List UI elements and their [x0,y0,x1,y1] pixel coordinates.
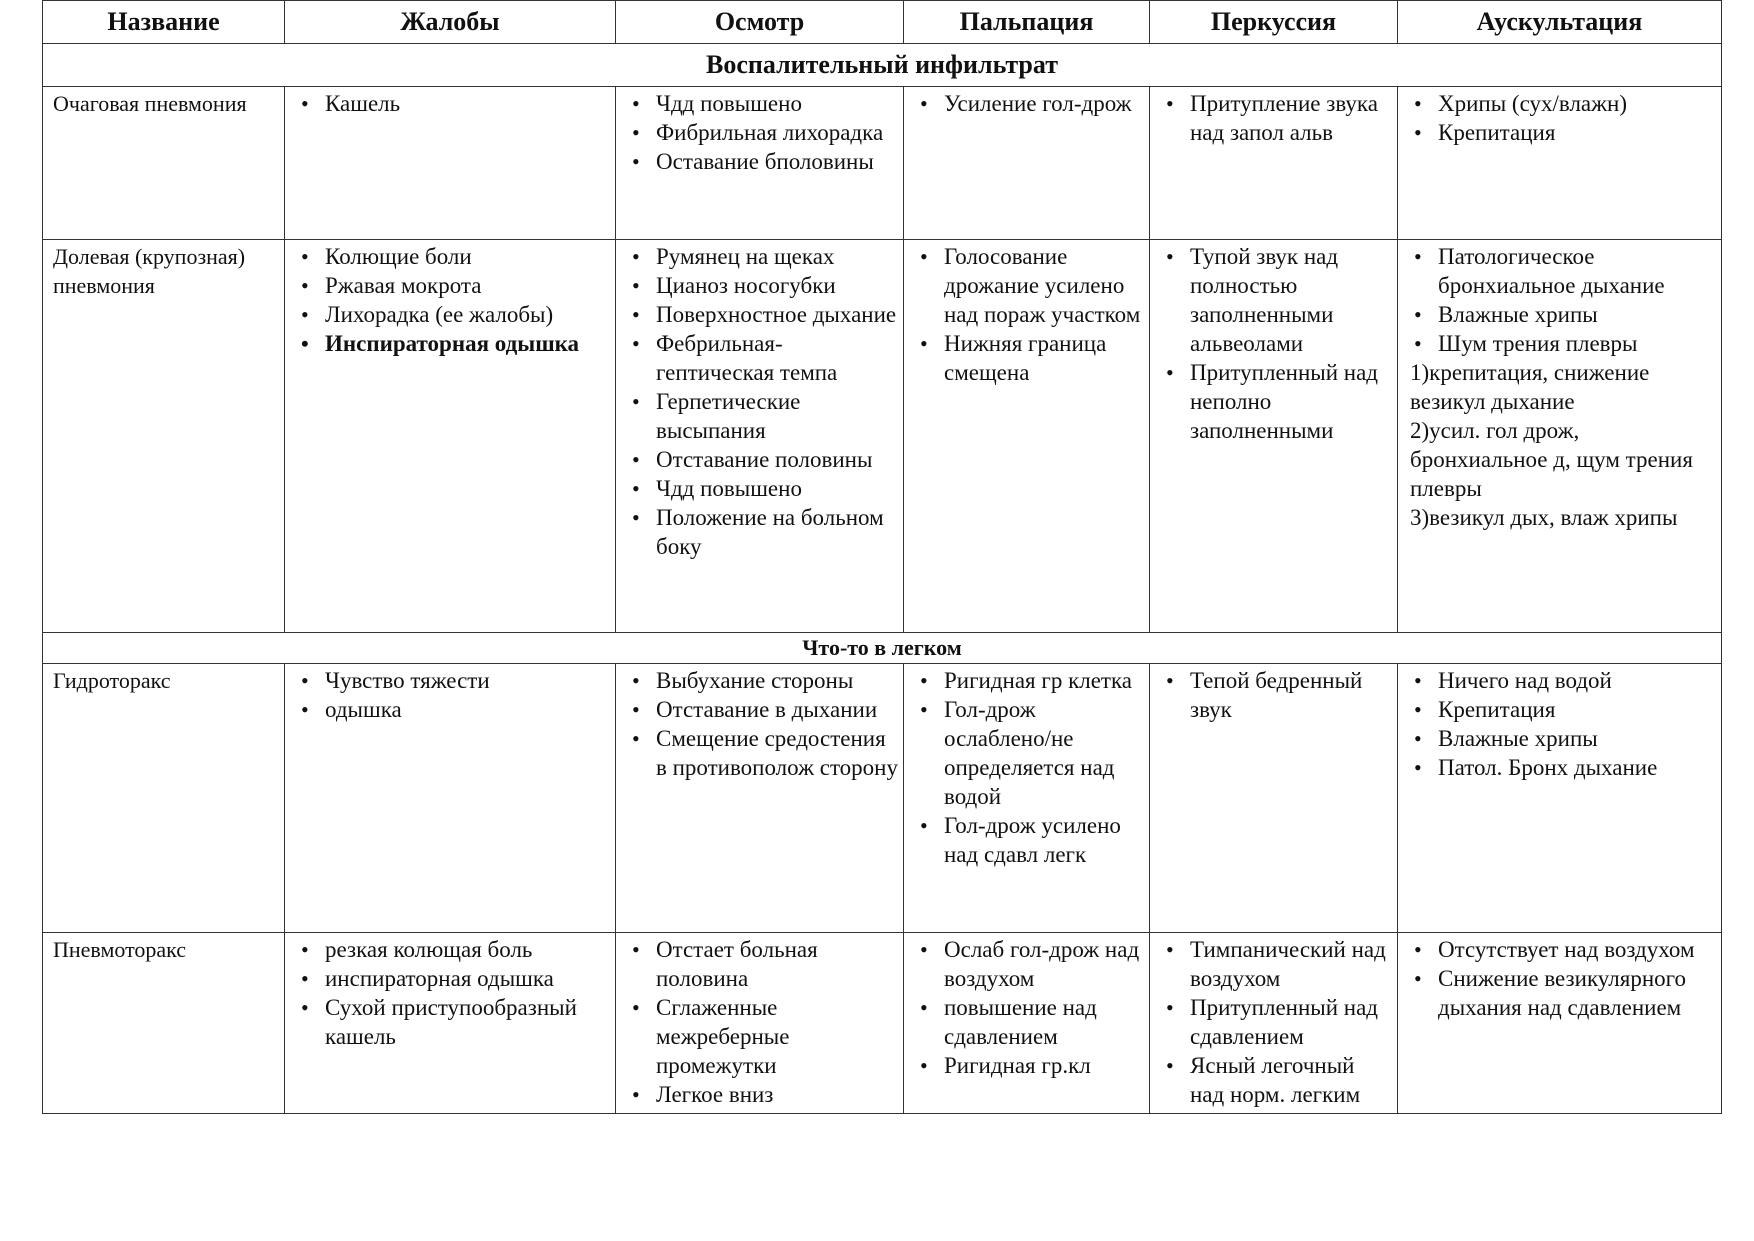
list-item: • Кашель [299,89,611,118]
table-row [43,664,1722,933]
list-item: • Ржавая мокрота [299,271,611,300]
list-item: • Фебрильная-гептическая темпа [630,329,899,387]
palpation-cell [904,240,1150,633]
section-title: Воспалительный инфильтрат [43,44,1722,87]
list-item: • Ригидная гр.кл [918,1051,1145,1080]
list-item: • инспираторная одышка [299,964,611,993]
auscultation-cell [1398,933,1722,1114]
list-item: • Отсутствует над воздухом [1412,935,1717,964]
list-item: • Тупой звук над полностью заполненными альвеолами [1164,242,1393,358]
list-item: • повышение над сдавлением [918,993,1145,1051]
list-item: • Ригидная гр клетка [918,666,1145,695]
table-row [43,933,1722,1114]
list-item: • Поверхностное дыхание [630,300,899,329]
list-item: • Гол-дрож усилено над сдавл легк [918,811,1145,869]
header-palpation: Пальпация [904,1,1150,44]
complaints-cell [285,240,616,633]
palpation-cell [904,933,1150,1114]
inspection-cell [616,664,904,933]
list-item: • Чдд повышено [630,89,899,118]
header-inspection: Осмотр [616,1,904,44]
list-item: • резкая колющая боль [299,935,611,964]
palpation-cell [904,664,1150,933]
list-item: • Цианоз носогубки [630,271,899,300]
list-item: • Колющие боли [299,242,611,271]
header-row [43,1,1722,44]
list-item: • Сглаженные межреберные промежутки [630,993,899,1080]
percussion-cell [1150,664,1398,933]
list-item: • Смещение средостения в противополож сторону [630,724,899,782]
list-item: • одышка [299,695,611,724]
list-item: • Влажные хрипы [1412,300,1717,329]
list-item: • Чдд повышено [630,474,899,503]
header-auscultation: Аускультация [1398,1,1722,44]
complaints-cell [285,87,616,240]
inspection-cell [616,240,904,633]
complaints-cell [285,933,616,1114]
list-item: • Нижняя граница смещена [918,329,1145,387]
header-percussion: Перкуссия [1150,1,1398,44]
list-item: • Шум трения плевры [1412,329,1717,358]
list-item: • Выбухание стороны [630,666,899,695]
section-row-infiltrate [43,44,1722,87]
list-item: • Патол. Бронх дыхание [1412,753,1717,782]
list-item: • Отставание в дыхании [630,695,899,724]
list-item: • Голосование дрожание усилено над пораж участком [918,242,1145,329]
table-row [43,240,1722,633]
list-item: • Оставание бполовины [630,147,899,176]
disease-name: Гидроторакс [43,664,285,933]
percussion-cell [1150,87,1398,240]
list-item: • Влажные хрипы [1412,724,1717,753]
section-title: Что-то в легком [43,633,1722,664]
list-item: • Ясный легочный над норм. легким [1164,1051,1393,1109]
list-item: • Снижение везикулярного дыхания над сдавлением [1412,964,1717,1022]
list-item: • Ослаб гол-дрож над воздухом [918,935,1145,993]
list-item: • Румянец на щеках [630,242,899,271]
auscultation-note: 1)крепитация, снижение везикул дыхание [1410,360,1650,414]
list-item: • Притупленный над сдавлением [1164,993,1393,1051]
auscultation-cell [1398,87,1722,240]
auscultation-note: 3)везикул дых, влаж хрипы [1410,505,1678,530]
header-complaints: Жалобы [285,1,616,44]
header-name: Название [43,1,285,44]
list-item: • Хрипы (сух/влажн) [1412,89,1717,118]
list-item: • Отстает больная половина [630,935,899,993]
list-item: • Фибрильная лихорадка [630,118,899,147]
list-item: • Патологическое бронхиальное дыхание [1412,242,1717,300]
list-item: • Крепитация [1412,118,1717,147]
list-item: • Ничего над водой [1412,666,1717,695]
pathology-table [42,0,1722,1114]
list-item: • Притупление звука над запол альв [1164,89,1393,147]
inspection-cell [616,933,904,1114]
list-item: • Усиление гол-дрож [918,89,1145,118]
auscultation-cell [1398,240,1722,633]
disease-name: Долевая (крупозная) пневмония [43,240,285,633]
list-item: • Герпетические высыпания [630,387,899,445]
disease-name: Очаговая пневмония [43,87,285,240]
percussion-cell [1150,933,1398,1114]
list-item: • Притупленный над неполно заполненными [1164,358,1393,445]
table-row [43,87,1722,240]
list-item: • Тимпанический над воздухом [1164,935,1393,993]
section-row-lung [43,633,1722,664]
auscultation-cell [1398,664,1722,933]
list-item: • Отставание половины [630,445,899,474]
percussion-cell [1150,240,1398,633]
list-item: • Сухой приступообразный кашель [299,993,611,1051]
disease-name: Пневмоторакс [43,933,285,1114]
list-item: • Легкое вниз [630,1080,899,1109]
list-item: • Крепитация [1412,695,1717,724]
palpation-cell [904,87,1150,240]
list-item: • Гол-дрож ослаблено/не определяется над водой [918,695,1145,811]
list-item: • Чувство тяжести [299,666,611,695]
list-item: • Тепой бедренный звук [1164,666,1393,724]
list-item: • Инспираторная одышка [299,329,611,358]
complaints-cell [285,664,616,933]
list-item: • Положение на больном боку [630,503,899,561]
inspection-cell [616,87,904,240]
auscultation-note: 2)усил. гол дрож, бронхиальное д, щум трения плевры [1410,418,1693,501]
list-item: • Лихорадка (ее жалобы) [299,300,611,329]
